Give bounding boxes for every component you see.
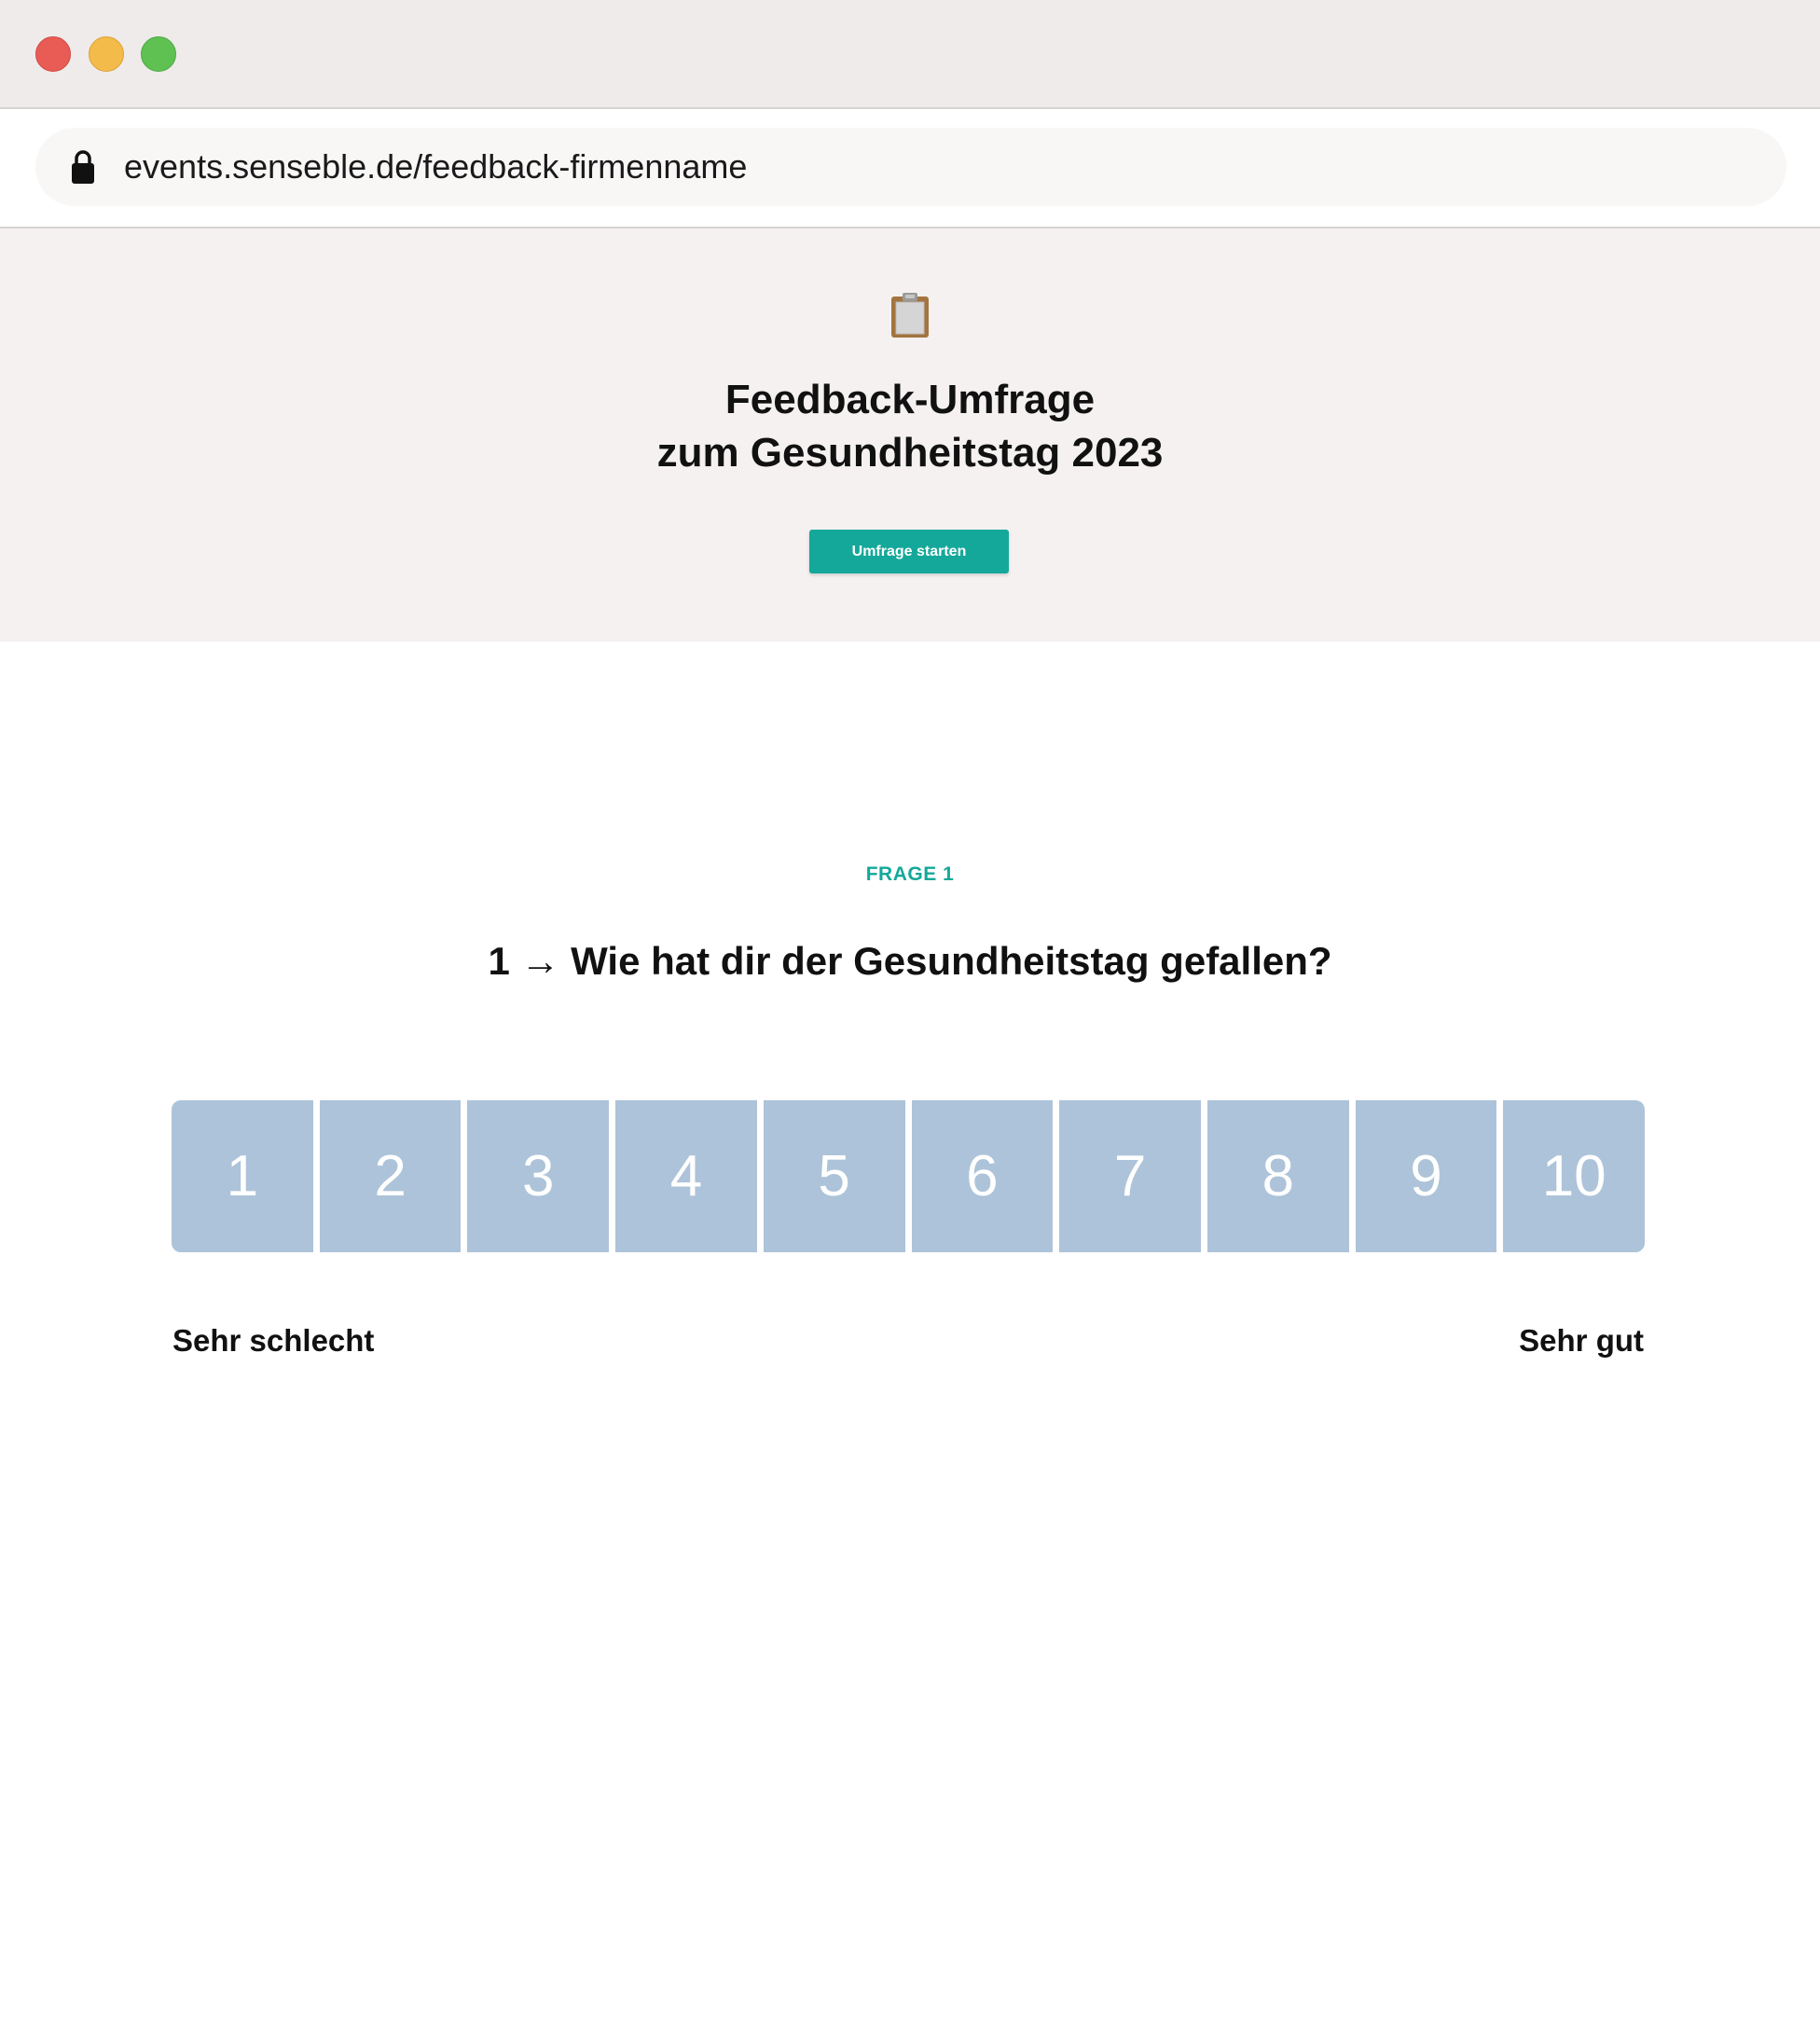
rating-option-9[interactable]: 9 (1356, 1100, 1497, 1252)
minimize-window-button[interactable] (89, 36, 124, 72)
lock-icon (71, 148, 95, 186)
page-title (0, 373, 1820, 479)
maximize-window-button[interactable] (141, 36, 176, 72)
window-titlebar (0, 0, 1820, 109)
hero-section (0, 228, 1820, 642)
address-bar-area (0, 109, 1820, 228)
url-field[interactable] (35, 128, 1786, 206)
rating-option-1[interactable]: 1 (172, 1100, 313, 1252)
clipboard-icon (889, 292, 931, 338)
question-number-label: FRAGE 1 (865, 863, 955, 885)
url-text: events.senseble.de/feedback-firmenname (124, 147, 748, 186)
rating-option-6[interactable]: 6 (912, 1100, 1054, 1252)
rating-option-3[interactable]: 3 (467, 1100, 609, 1252)
page-title-line1: Feedback-Umfrage (724, 377, 1096, 422)
rating-option-8[interactable]: 8 (1207, 1100, 1349, 1252)
page-title-line2: zum Gesundheitstag 2023 (656, 430, 1164, 476)
scale-min-caption: Sehr schlecht (172, 1323, 375, 1358)
question-text: 1 → Wie hat dir der Gesundheitstag gefallen? (488, 939, 1332, 983)
scale-max-caption: Sehr gut (1519, 1323, 1644, 1358)
close-window-button[interactable] (35, 36, 71, 72)
rating-option-5[interactable]: 5 (764, 1100, 905, 1252)
rating-option-2[interactable]: 2 (320, 1100, 462, 1252)
rating-scale (172, 1100, 1645, 1252)
rating-option-7[interactable]: 7 (1059, 1100, 1201, 1252)
rating-option-10[interactable]: 10 (1503, 1100, 1645, 1252)
start-survey-button[interactable]: Umfrage starten (809, 530, 1009, 573)
rating-option-4[interactable]: 4 (615, 1100, 757, 1252)
